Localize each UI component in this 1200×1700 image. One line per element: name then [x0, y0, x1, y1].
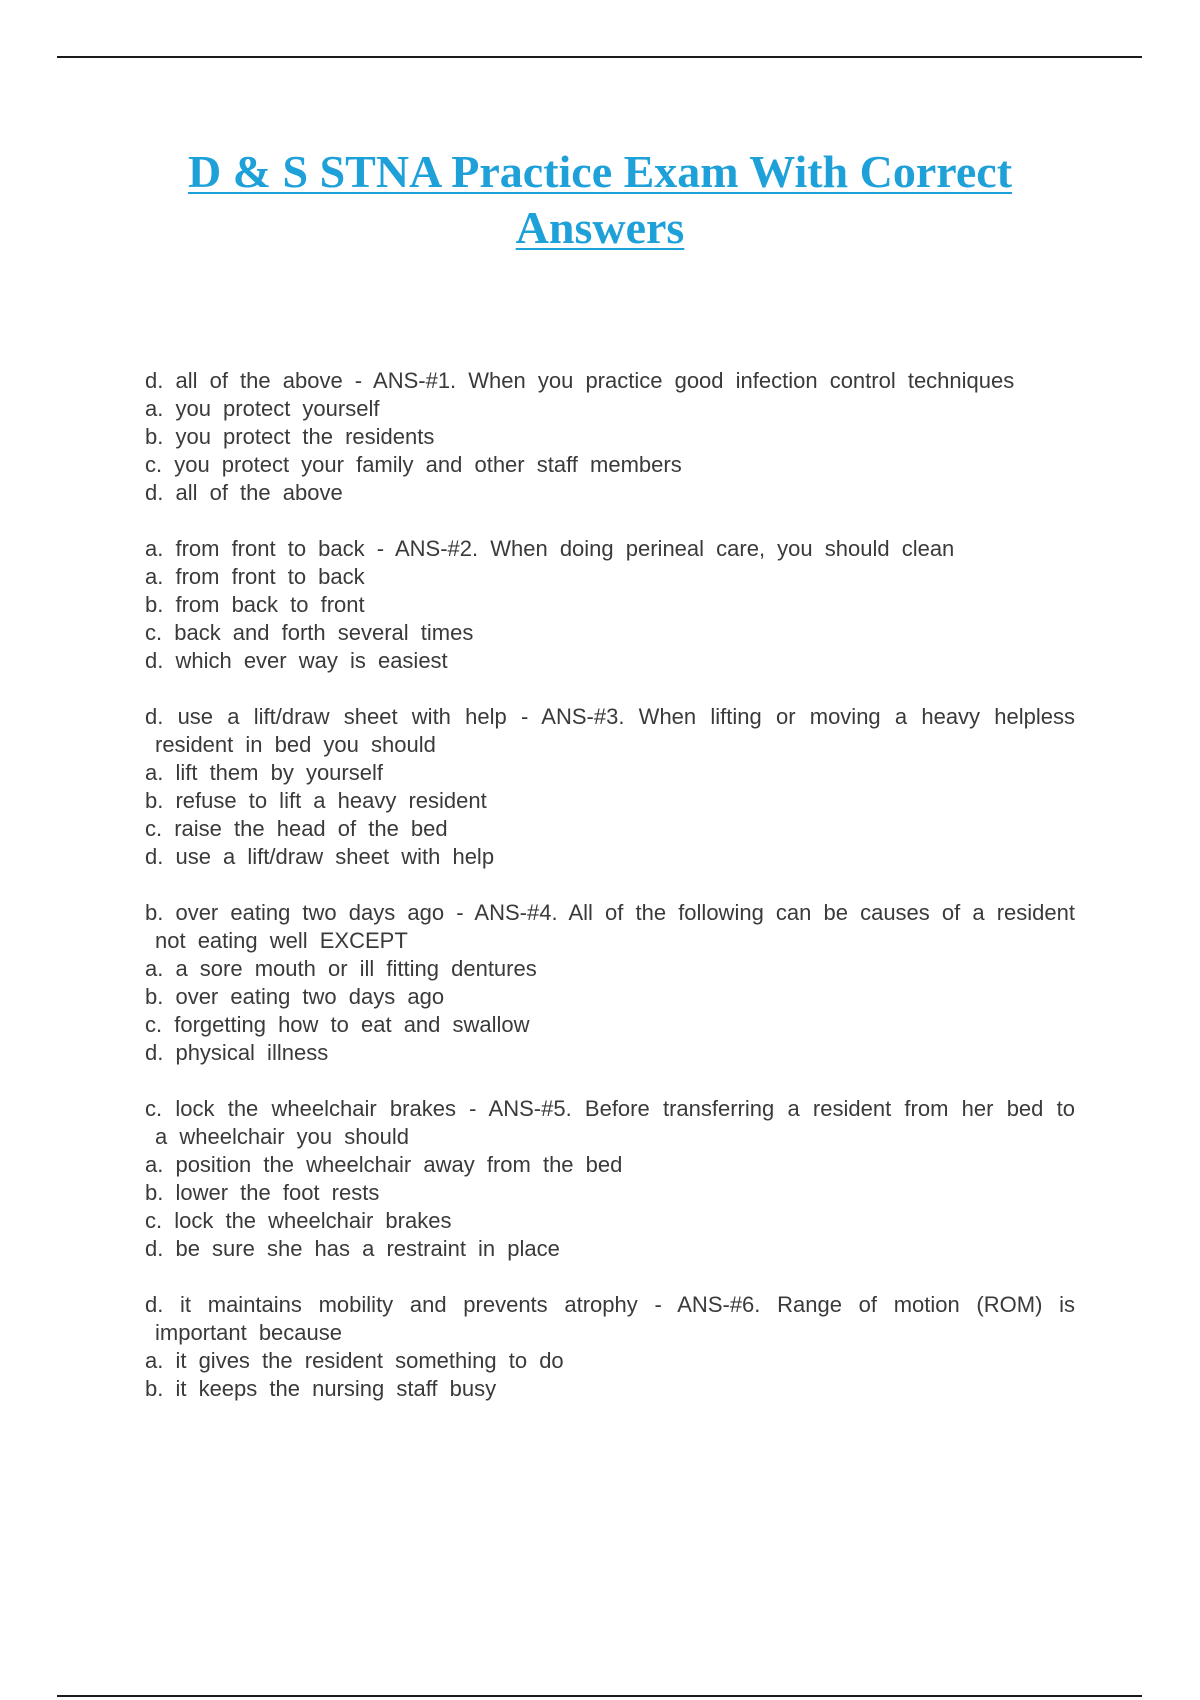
question-4: [145, 899, 1075, 1067]
question-1: [145, 367, 1075, 507]
answer-option: b. it keeps the nursing staff busy: [145, 1376, 497, 1401]
question-line: d. use a lift/draw sheet with help - ANS-#3. When lifting or moving a heavy helpless resident in bed you should: [145, 704, 1075, 757]
question-line: d. it maintains mobility and prevents atrophy - ANS-#6. Range of motion (ROM) is important because: [145, 1292, 1075, 1345]
answer-option: b. from back to front: [145, 592, 365, 617]
question-line: d. all of the above - ANS-#1. When you practice good infection control techniques: [145, 368, 1015, 393]
answer-option: d. physical illness: [145, 1040, 329, 1065]
footer-rule: [57, 1695, 1142, 1697]
answer-option: d. use a lift/draw sheet with help: [145, 844, 495, 869]
document-title: D & S STNA Practice Exam With Correct Answers: [187, 146, 1013, 253]
question-5: [145, 1095, 1075, 1263]
answer-option: a. you protect yourself: [145, 396, 380, 421]
answer-option: d. all of the above: [145, 480, 343, 505]
question-6: [145, 1291, 1075, 1403]
answer-option: a. it gives the resident something to do: [145, 1348, 564, 1373]
answer-option: a. position the wheelchair away from the bed: [145, 1152, 623, 1177]
question-line: b. over eating two days ago - ANS-#4. All of the following can be causes of a resident not eating well EXCEPT: [145, 900, 1075, 953]
answer-option: c. you protect your family and other staff members: [145, 452, 682, 477]
answer-option: c. back and forth several times: [145, 620, 474, 645]
question-line: a. from front to back - ANS-#2. When doing perineal care, you should clean: [145, 536, 955, 561]
answer-option: b. lower the foot rests: [145, 1180, 380, 1205]
answer-option: b. you protect the residents: [145, 424, 435, 449]
answer-option: c. lock the wheelchair brakes: [145, 1208, 452, 1233]
question-list: [145, 367, 1075, 1403]
answer-option: a. a sore mouth or ill fitting dentures: [145, 956, 537, 981]
question-3: [145, 703, 1075, 871]
header-rule: [57, 56, 1142, 58]
answer-option: c. forgetting how to eat and swallow: [145, 1012, 530, 1037]
answer-option: b. over eating two days ago: [145, 984, 445, 1009]
answer-option: d. which ever way is easiest: [145, 648, 448, 673]
answer-option: c. raise the head of the bed: [145, 816, 448, 841]
answer-option: a. lift them by yourself: [145, 760, 383, 785]
answer-option: a. from front to back: [145, 564, 365, 589]
question-2: [145, 535, 1075, 675]
answer-option: d. be sure she has a restraint in place: [145, 1236, 560, 1261]
answer-option: b. refuse to lift a heavy resident: [145, 788, 487, 813]
question-line: c. lock the wheelchair brakes - ANS-#5. Before transferring a resident from her bed to a wheelchair you should: [145, 1096, 1075, 1149]
